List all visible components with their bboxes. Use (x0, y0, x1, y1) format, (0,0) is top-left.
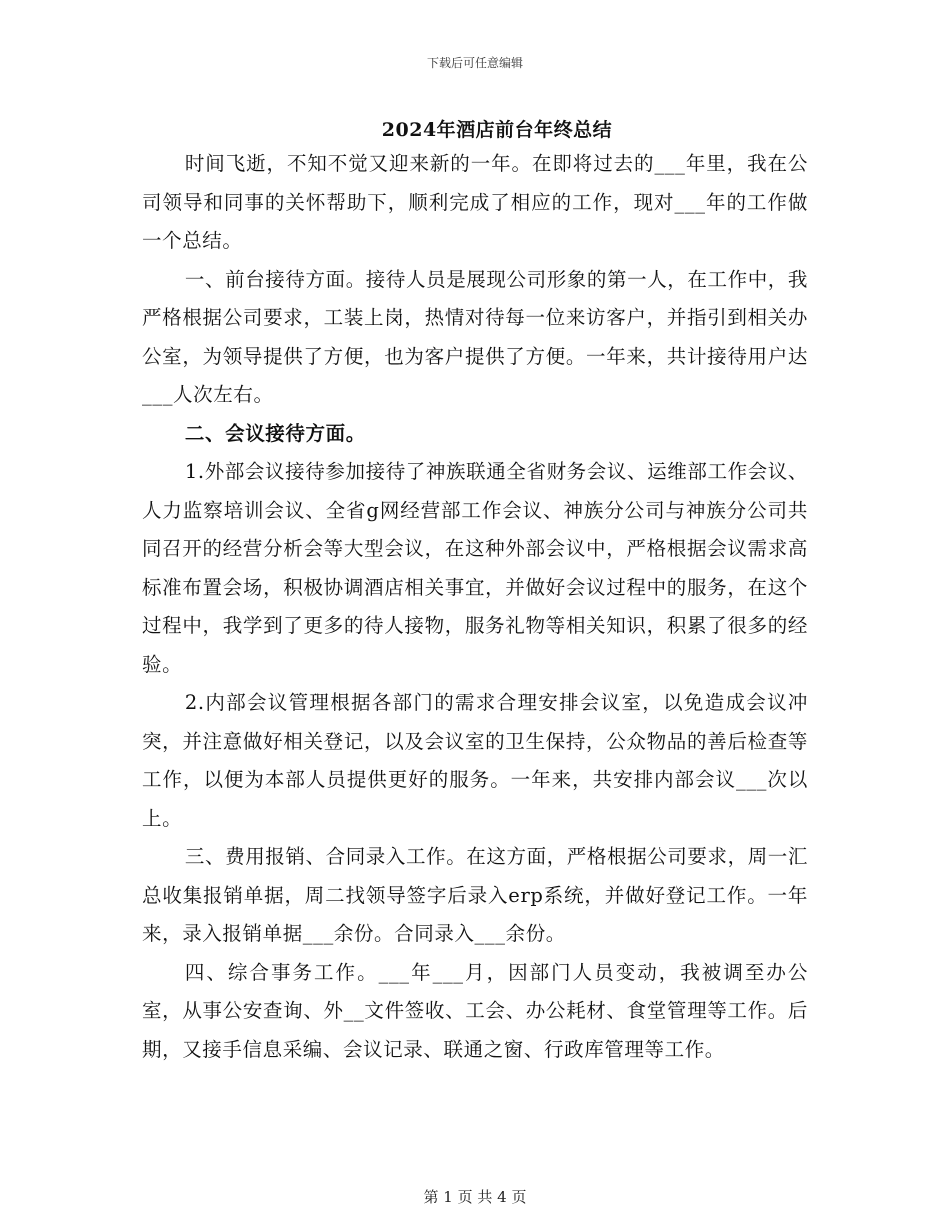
page-header-note: 下载后可任意编辑 (426, 56, 523, 70)
paragraph-intro: 时间飞逝，不知不觉又迎来新的一年。在即将过去的___年里，我在公司领导和同事的关怀帮助下，顺利完成了相应的工作，现对___年的工作做一个总结。 (142, 152, 808, 252)
document-title: 2024年酒店前台年终总结 (381, 119, 613, 141)
document-body (142, 145, 808, 1069)
section-heading-meetings: 二、会议接待方面。 (184, 421, 366, 445)
page-number: 第 1 页 共 4 页 (423, 1188, 527, 1206)
paragraph-reception: 一、前台接待方面。接待人员是展现公司形象的第一人，在工作中，我严格根据公司要求，工装上岗，热情对待每一位来访客户，并指引到相关办公室，为领导提供了方便，也为客户提供了方便。一年来，共计接待用户达___人次左右。 (142, 267, 808, 406)
paragraph-internal-meetings: 2.内部会议管理根据各部门的需求合理安排会议室，以免造成会议冲突，并注意做好相关登记，以及会议室的卫生保持，公众物品的善后检查等工作，以便为本部人员提供更好的服务。一年来，共安排内部会议___次以上。 (142, 691, 808, 830)
paragraph-expenses-contracts: 三、费用报销、合同录入工作。在这方面，严格根据公司要求，周一汇总收集报销单据，周二找领导签字后录入erp系统，并做好登记工作。一年来，录入报销单据___余份。合同录入___余份。 (142, 845, 808, 945)
paragraph-general-affairs: 四、综合事务工作。___年___月，因部门人员变动，我被调至办公室，从事公安查询、外__文件签收、工会、办公耗材、食堂管理等工作。后期，又接手信息采编、会议记录、联通之窗、行政库管理等工作。 (142, 960, 808, 1061)
paragraph-external-meetings: 1.外部会议接待参加接待了神族联通全省财务会议、运维部工作会议、人力监察培训会议、全省g网经营部工作会议、神族分公司与神族分公司共同召开的经营分析会等大型会议，在这种外部会议中，严格根据会议需求高标准布置会场，积极协调酒店相关事宜，并做好会议过程中的服务，在这个过程中，我学到了更多的待人接物，服务礼物等相关知识，积累了很多的经验。 (142, 460, 808, 676)
